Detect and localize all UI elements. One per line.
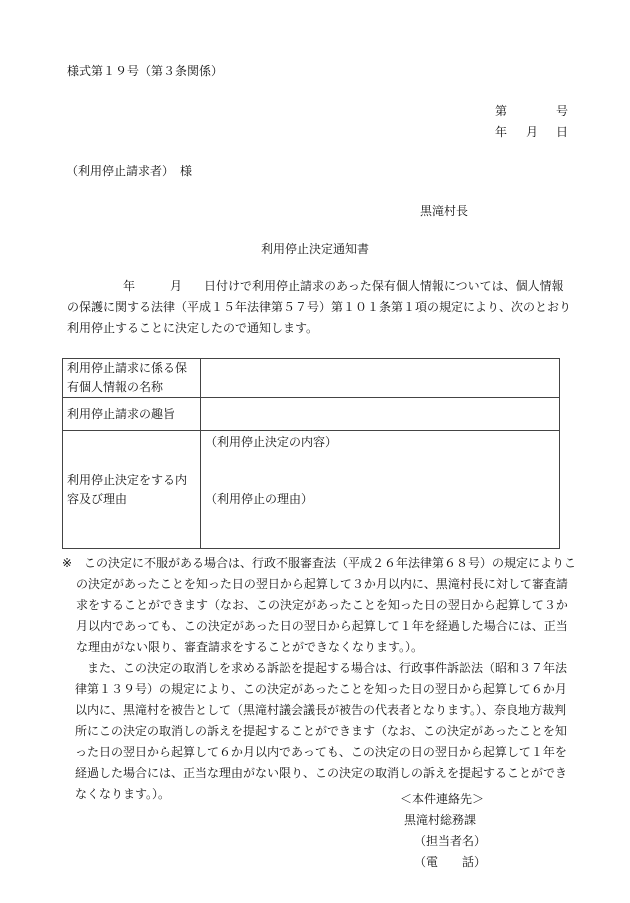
decision-table — [62, 358, 560, 549]
row-label-decision-content: 利用停止決定をする内容及び理由 — [63, 431, 201, 549]
row-label-information-name: 利用停止請求に係る保有個人情報の名称 — [63, 359, 201, 398]
table-row — [63, 431, 560, 549]
document-number-suffix: 号 — [556, 104, 569, 118]
row-label-request-purpose: 利用停止請求の趣旨 — [63, 398, 201, 431]
contact-phone: （電 話） — [414, 855, 487, 869]
issuer: 黒滝村長 — [420, 204, 469, 218]
contact-block — [400, 789, 486, 873]
body-month-label: 月 — [170, 279, 183, 293]
table-row — [63, 398, 560, 431]
table-row — [63, 359, 560, 398]
administrative-appeal-note: ※ この決定に不服がある場合は、行政不服審査法（平成２６年法律第６８号）の規定によりこの決定があったことを知った日の翌日から起算して３か月以内に、黒滝村長に対して審査請求をすることができます（なお、この決定があったことを知った日の翌日から起算して３か月以内であっても、この決定があった日の翌日から起算して１年を経過した場合には、正当な理由がない限り、審査請求をすることができなくなります。）。 — [62, 556, 577, 654]
body-text: 日付けで利用停止請求のあった保有個人情報については、個人情報の保護に関する法律（平成１５年法律第５７号）第１０１条第１項の規定により、次のとおり利用停止することに決定したので通知します。 — [67, 279, 572, 335]
row-value-request-purpose — [201, 398, 560, 431]
document-number-prefix: 第 — [495, 104, 508, 118]
date-day-label: 日 — [556, 125, 569, 139]
contact-department: 黒滝村総務課 — [404, 813, 477, 827]
date-month-label: 月 — [526, 125, 539, 139]
contact-person: （担当者名） — [414, 834, 487, 848]
notice-body — [67, 276, 572, 339]
date-year-label: 年 — [495, 125, 508, 139]
lawsuit-note: また、この決定の取消しを求める訴訟を提起する場合は、行政事件訴訟法（昭和３７年法律第１３９号）の規定により、この決定があったことを知った日の翌日から起算して６か月以内に、黒滝村を被告として（黒滝村議会議長が被告の代表者となります。）、奈良地方裁判所にこの決定の取消しの訴えを提起することができます（なお、この決定があったことを知った日の翌日から起算して６か月以内であっても、この決定の日の翌日から起算して１年を経過した場合には、正当な理由がない限り、この決定の取消しの訴えを提起することができなくなります。）。 — [75, 661, 568, 801]
decision-reason-label: （利用停止の理由） — [205, 492, 314, 506]
row-value-information-name — [201, 359, 560, 398]
body-year-label: 年 — [123, 279, 136, 293]
document-title: 利用停止決定通知書 — [260, 242, 369, 256]
row-value-decision-content — [201, 431, 560, 549]
appeal-notes — [62, 553, 577, 805]
form-number: 様式第１９号（第３条関係） — [67, 64, 224, 78]
decision-content-label: （利用停止決定の内容） — [205, 435, 338, 449]
contact-heading: ＜本件連絡先＞ — [400, 792, 485, 806]
addressee: （利用停止請求者） 様 — [66, 164, 193, 178]
